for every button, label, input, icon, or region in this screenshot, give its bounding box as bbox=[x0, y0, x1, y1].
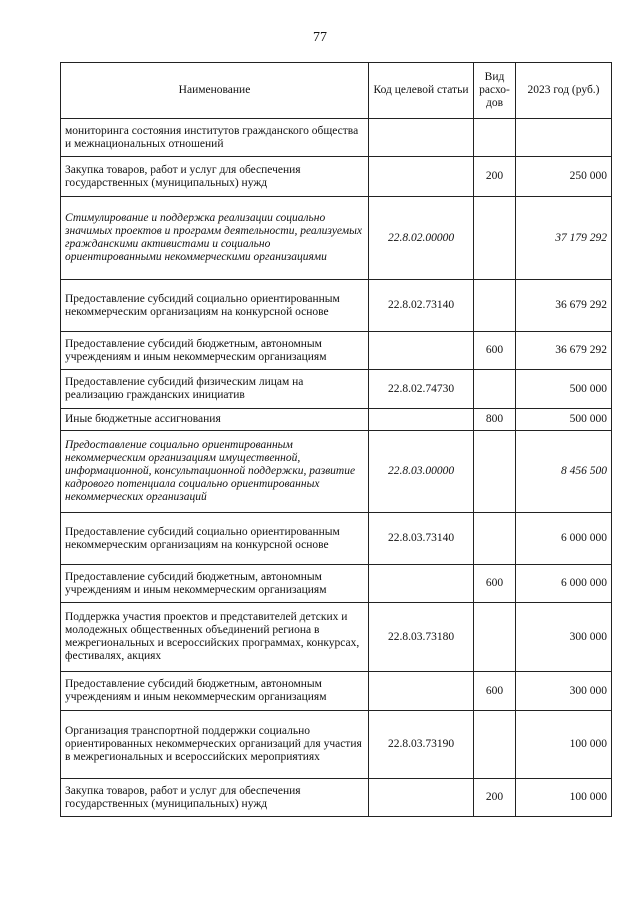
table-row bbox=[61, 672, 612, 711]
cell-code bbox=[369, 119, 474, 157]
table-row bbox=[61, 513, 612, 565]
cell-name: мониторинга состояния институтов гражданского общества и межнациональных отношений bbox=[61, 119, 369, 157]
cell-code: 22.8.03.73140 bbox=[369, 513, 474, 565]
cell-type: 200 bbox=[474, 779, 516, 817]
cell-code bbox=[369, 332, 474, 370]
page-number: 77 bbox=[313, 30, 327, 45]
table-row bbox=[61, 603, 612, 672]
cell-name: Организация транспортной поддержки социально ориентированных некоммерческих организаций для участия в межрегиональных и всероссийских мероприятиях bbox=[61, 711, 369, 779]
cell-name: Закупка товаров, работ и услуг для обеспечения государственных (муниципальных) нужд bbox=[61, 157, 369, 197]
cell-name: Предоставление субсидий социально ориентированным некоммерческим организациям на конкурсной основе bbox=[61, 280, 369, 332]
cell-type: 600 bbox=[474, 565, 516, 603]
cell-sum: 300 000 bbox=[516, 672, 612, 711]
cell-code: 22.8.02.73140 bbox=[369, 280, 474, 332]
cell-name: Поддержка участия проектов и представителей детских и молодежных общественных объединений региона в межрегиональных и всероссийских программах, конкурсах, фестивалях, акциях bbox=[61, 603, 369, 672]
cell-sum: 8 456 500 bbox=[516, 431, 612, 513]
cell-code bbox=[369, 565, 474, 603]
cell-sum: 37 179 292 bbox=[516, 197, 612, 280]
cell-type bbox=[474, 711, 516, 779]
table-row bbox=[61, 711, 612, 779]
cell-name: Иные бюджетные ассигнования bbox=[61, 409, 369, 431]
table-row bbox=[61, 332, 612, 370]
table-row bbox=[61, 565, 612, 603]
cell-code bbox=[369, 157, 474, 197]
cell-code: 22.8.03.73180 bbox=[369, 603, 474, 672]
cell-sum bbox=[516, 119, 612, 157]
cell-sum: 300 000 bbox=[516, 603, 612, 672]
cell-name: Закупка товаров, работ и услуг для обеспечения государственных (муниципальных) нужд bbox=[61, 779, 369, 817]
table-row bbox=[61, 370, 612, 409]
cell-sum: 250 000 bbox=[516, 157, 612, 197]
cell-type bbox=[474, 513, 516, 565]
cell-sum: 500 000 bbox=[516, 370, 612, 409]
cell-sum: 100 000 bbox=[516, 779, 612, 817]
cell-sum: 6 000 000 bbox=[516, 513, 612, 565]
cell-code: 22.8.02.74730 bbox=[369, 370, 474, 409]
header-sum: 2023 год (руб.) bbox=[516, 63, 612, 119]
cell-type: 600 bbox=[474, 332, 516, 370]
header-name: Наименование bbox=[61, 63, 369, 119]
cell-name: Предоставление субсидий бюджетным, автономным учреждениям и иным некоммерческим организациям bbox=[61, 672, 369, 711]
cell-name: Предоставление субсидий социально ориентированным некоммерческим организациям на конкурсной основе bbox=[61, 513, 369, 565]
cell-name: Стимулирование и поддержка реализации социально значимых проектов и программ деятельности, реализуемых гражданскими активистами и социально ориентированными некоммерческими организациями bbox=[61, 197, 369, 280]
cell-sum: 36 679 292 bbox=[516, 280, 612, 332]
cell-type bbox=[474, 370, 516, 409]
budget-table bbox=[60, 62, 612, 817]
cell-type: 200 bbox=[474, 157, 516, 197]
cell-type bbox=[474, 280, 516, 332]
cell-code bbox=[369, 672, 474, 711]
cell-type: 600 bbox=[474, 672, 516, 711]
cell-type bbox=[474, 603, 516, 672]
cell-code: 22.8.03.73190 bbox=[369, 711, 474, 779]
table-row bbox=[61, 197, 612, 280]
cell-type bbox=[474, 119, 516, 157]
cell-code: 22.8.02.00000 bbox=[369, 197, 474, 280]
cell-type: 800 bbox=[474, 409, 516, 431]
table-row bbox=[61, 779, 612, 817]
cell-code bbox=[369, 409, 474, 431]
cell-code: 22.8.03.00000 bbox=[369, 431, 474, 513]
cell-name: Предоставление субсидий бюджетным, автономным учреждениям и иным некоммерческим организациям bbox=[61, 565, 369, 603]
table-row bbox=[61, 409, 612, 431]
cell-sum: 100 000 bbox=[516, 711, 612, 779]
cell-type bbox=[474, 197, 516, 280]
header-code: Код целевой статьи bbox=[369, 63, 474, 119]
cell-type bbox=[474, 431, 516, 513]
table-header-row bbox=[61, 63, 612, 119]
table-row bbox=[61, 157, 612, 197]
cell-sum: 6 000 000 bbox=[516, 565, 612, 603]
cell-name: Предоставление субсидий бюджетным, автономным учреждениям и иным некоммерческим организациям bbox=[61, 332, 369, 370]
table-row bbox=[61, 119, 612, 157]
cell-code bbox=[369, 779, 474, 817]
cell-sum: 500 000 bbox=[516, 409, 612, 431]
cell-name: Предоставление социально ориентированным некоммерческим организациям имущественной, информационной, консультационной поддержки, развитие кадрового потенциала социально ориентированных некоммерческих организаций bbox=[61, 431, 369, 513]
cell-name: Предоставление субсидий физическим лицам на реализацию гражданских инициатив bbox=[61, 370, 369, 409]
header-type: Вид расхо-дов bbox=[474, 63, 516, 119]
table-row bbox=[61, 280, 612, 332]
cell-sum: 36 679 292 bbox=[516, 332, 612, 370]
table-row bbox=[61, 431, 612, 513]
